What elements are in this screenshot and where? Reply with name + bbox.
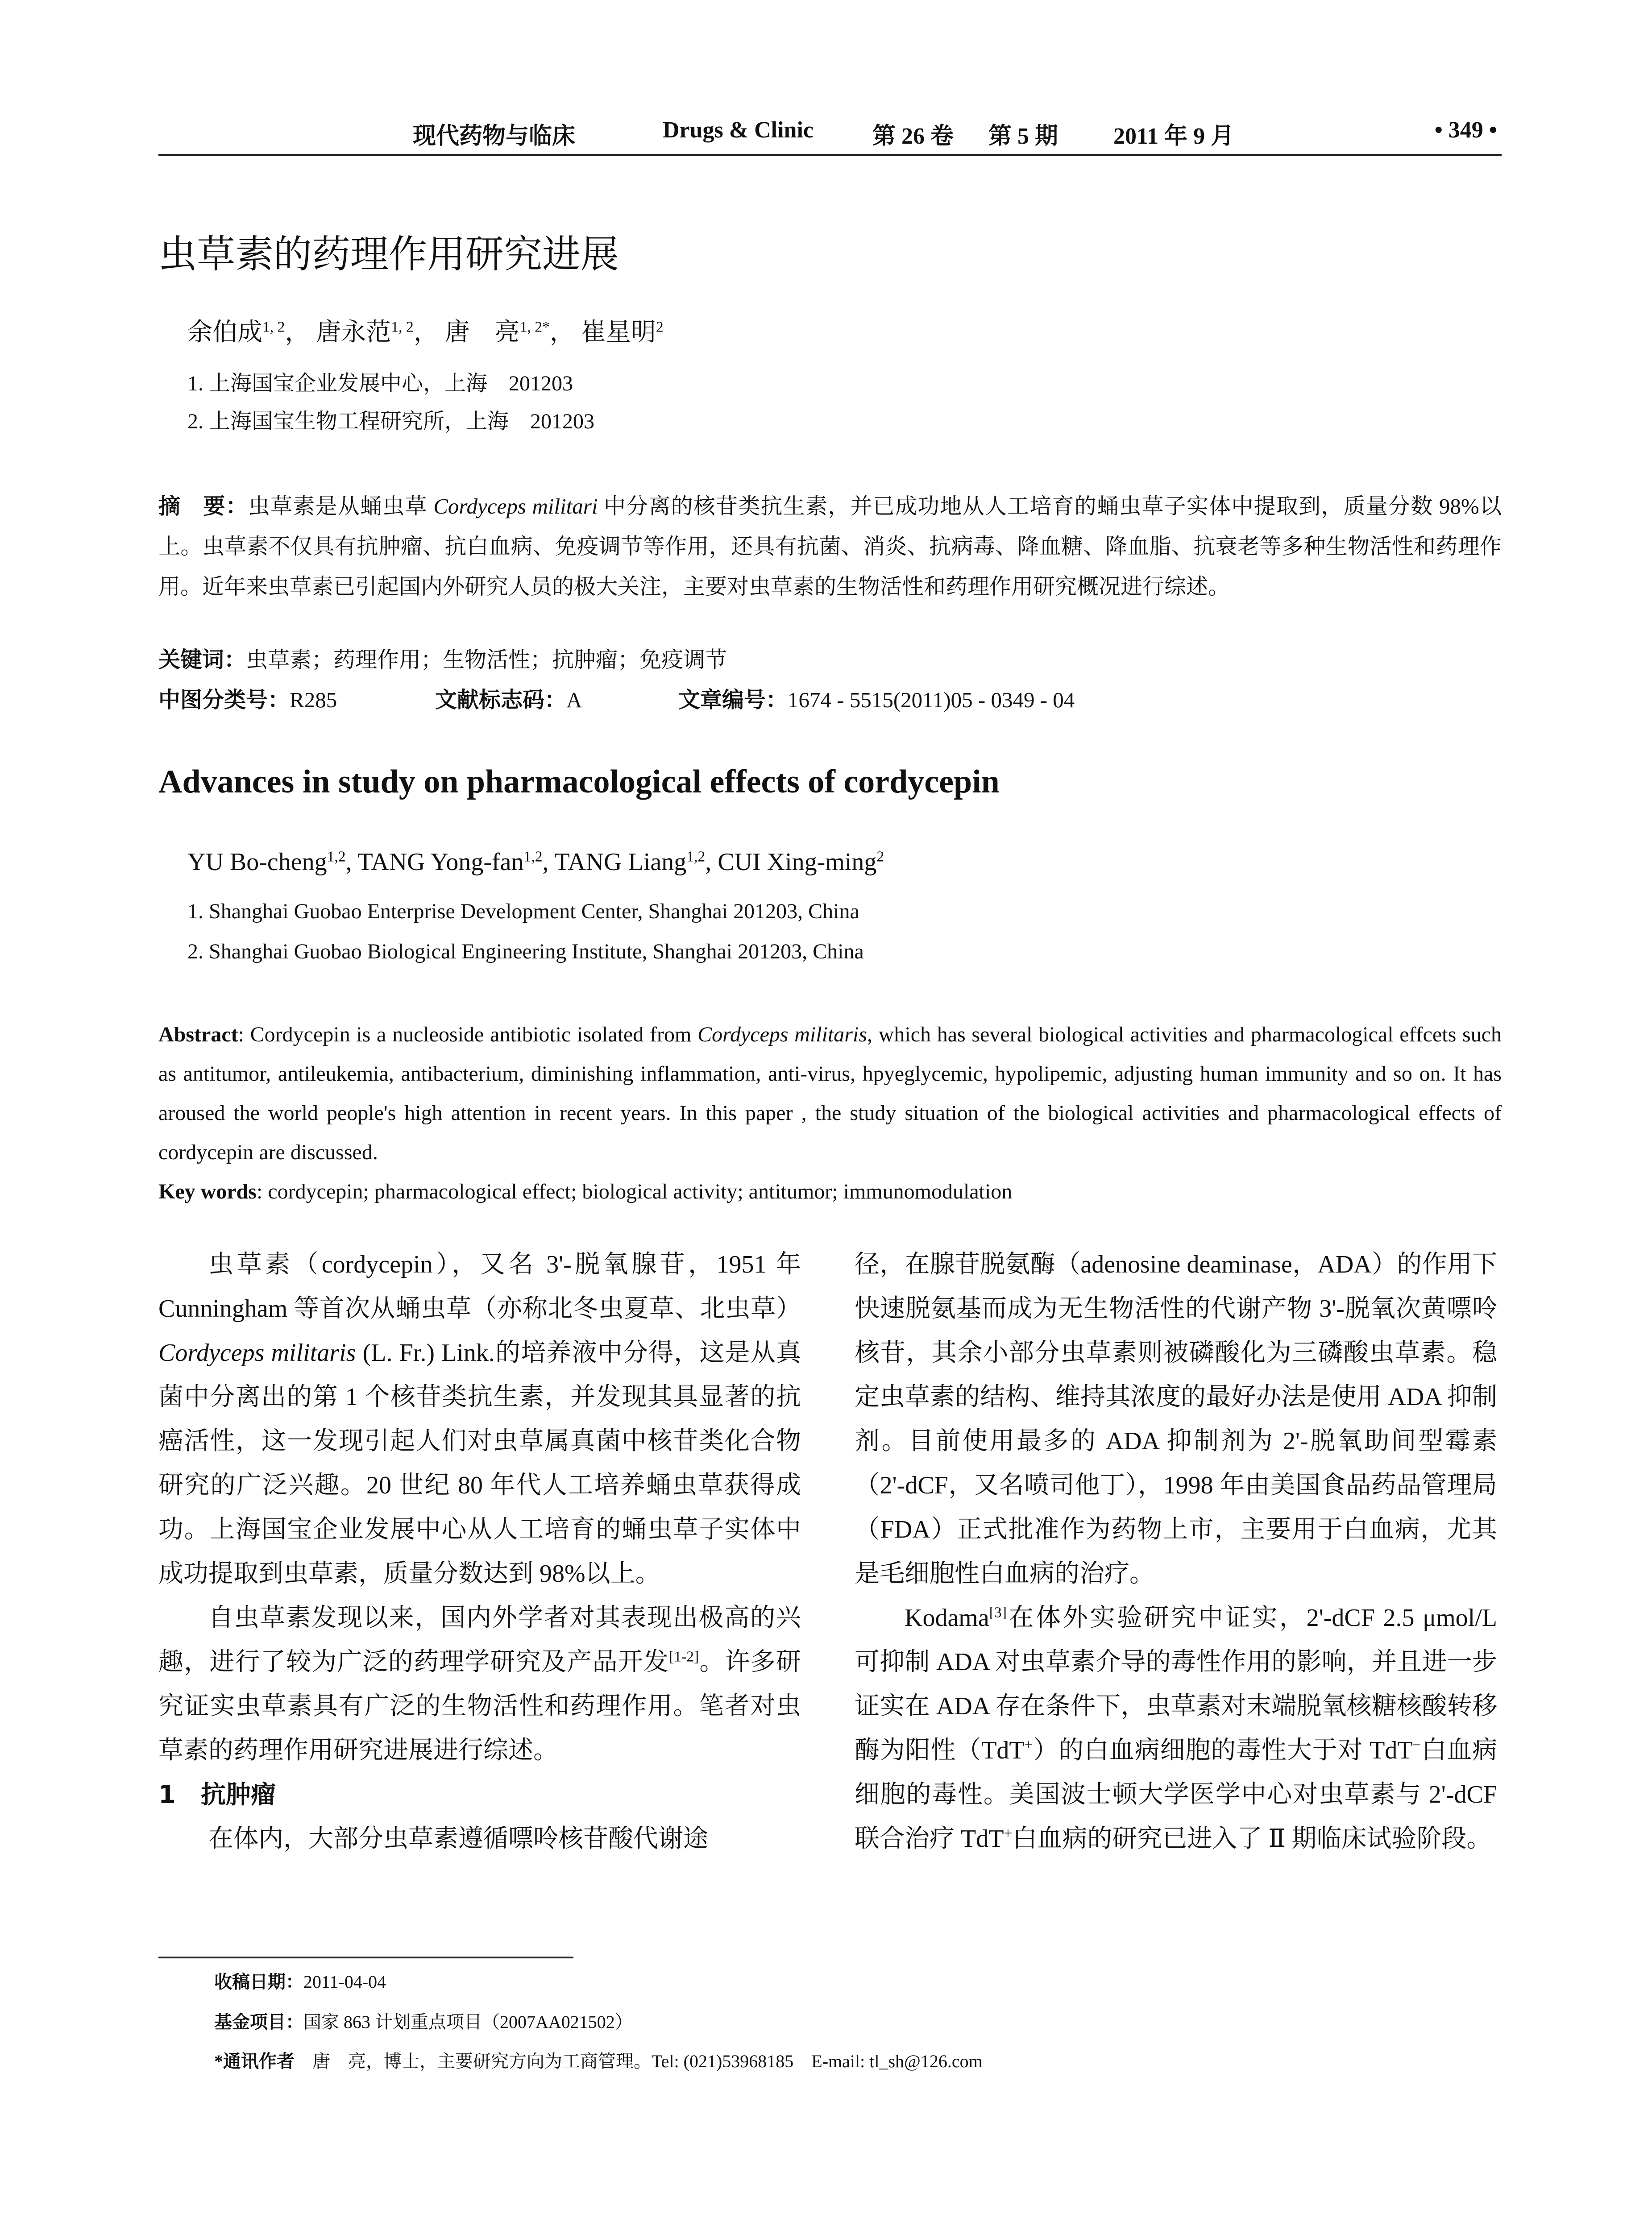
article-number xyxy=(678,683,1075,714)
author-name: YU Bo-cheng xyxy=(187,848,327,876)
volume: 第 26 卷 xyxy=(872,124,954,149)
fund-label: 基金项目： xyxy=(214,2012,303,2032)
clc-value: R285 xyxy=(290,688,337,712)
page-number: • 349 • xyxy=(1434,117,1497,143)
author-affil-mark: 1, 2 xyxy=(262,319,285,336)
issue: 第 5 期 xyxy=(988,124,1058,149)
article-number-value: 1674 - 5515(2011)05 - 0349 - 04 xyxy=(788,688,1075,712)
species-name: Cordyceps militaris xyxy=(697,1023,867,1046)
footnote-received xyxy=(214,1968,386,1993)
body-text: 白血病的研究已进入了 Ⅱ 期临床试验阶段。 xyxy=(1012,1825,1492,1853)
body-text: ）的白血病细胞的毒性大于对 TdT xyxy=(1033,1737,1413,1764)
author-affil-mark: 1,2 xyxy=(327,848,346,865)
author-name: CUI Xing-ming xyxy=(718,848,877,876)
authors-en: YU Bo-cheng$^{1,2}$, TANG Yong-fan$^{1,2}$, TANG Liang$^{1,2}$, CUI Xing-ming$^2$ xyxy=(187,848,884,876)
author-name: 余伯成 xyxy=(187,319,262,346)
author-affil-mark: 1, 2 xyxy=(391,319,414,336)
body-column-right xyxy=(855,1243,1497,1861)
correspondence-text: 唐 亮，博士，主要研究方向为工商管理。Tel: (021)53968185 E-mail: tl_sh@126.com xyxy=(295,2051,983,2071)
footnote-correspondence xyxy=(214,2047,983,2073)
received-label: 收稿日期： xyxy=(214,1972,303,1992)
author-affil-mark: 1,2 xyxy=(686,848,706,865)
affiliation-en-2: 2. Shanghai Guobao Biological Engineering Institute, Shanghai 201203, China xyxy=(187,940,864,963)
abstract-en-text: : Cordycepin is a nucleoside antibiotic isolated from xyxy=(238,1023,698,1046)
species-name: Cordyceps militari xyxy=(433,494,598,518)
body-paragraph xyxy=(855,1596,1497,1861)
article-number-label: 文章编号： xyxy=(678,688,788,712)
author-name: TANG Yong-fan xyxy=(357,848,524,876)
running-header xyxy=(158,117,1502,157)
article-title-en: Advances in study on pharmacological effects of cordycepin xyxy=(158,763,1000,800)
keywords-cn-label: 关键词： xyxy=(158,647,246,672)
section-heading: 1 抗肿瘤 xyxy=(158,1780,276,1809)
author-affil-mark: 1,2 xyxy=(523,848,543,865)
authors-cn: 余伯成$^{1, 2}$， 唐永范$^{1, 2}$， 唐 亮$^{1, 2*}$， 崔星明$^2$ xyxy=(187,319,664,346)
body-column-left xyxy=(158,1243,801,1861)
keywords-en-text: : cordycepin; pharmacological effect; biological activity; antitumor; immunomodulation xyxy=(256,1180,1013,1203)
author-name: TANG Liang xyxy=(554,848,687,876)
abstract-cn-label: 摘 要： xyxy=(158,494,248,518)
footnote-fund xyxy=(214,2008,633,2033)
body-paragraph: 径，在腺苷脱氨酶（adenosine deaminase，ADA）的作用下快速脱氨基而成为无生物活性的代谢产物 3'-脱氧次黄嘌呤核苷，其余小部分虫草素则被磷酸化为三磷酸虫草素。稳定虫草素的结构、维持其浓度的最好办法是使用 ADA 抑制剂。目前使用最多的 ADA 抑制剂为 2'-脱氧助间型霉素（2'-dCF，又名喷司他丁），1998 年由美国食品药品管理局（FDA）正式批准作为药物上市，主要用于白血病，尤其是毛细胞性白血病的治疗。 xyxy=(855,1251,1497,1588)
species-name: Cordyceps militaris xyxy=(158,1339,356,1367)
body-paragraph xyxy=(158,1596,801,1773)
body-text: 自虫草素发现以来，国内外学者对其表现出极高的兴趣，进行了较为广泛的药理学研究及产品开发 xyxy=(158,1604,801,1676)
body-text: 白血病细胞的毒性。美国波士顿大学医学中心对虫草素与 2'-dCF 联合治疗 TdT xyxy=(855,1737,1497,1853)
affiliation-cn-2: 2. 上海国宝生物工程研究所，上海 201203 xyxy=(187,410,595,433)
affiliation-en-1: 1. Shanghai Guobao Enterprise Development Center, Shanghai 201203, China xyxy=(187,900,859,923)
body-text: (L. Fr.) Link.的培养液中分得，这是从真菌中分离出的第 1 个核苷类抗生素，并发现其具显著的抗癌活性，这一发现引起人们对虫草属真菌中核苷类化合物研究的广泛兴趣。20 世纪 80 年代人工培养蛹虫草获得成功。上海国宝企业发展中心从人工培育的蛹虫草子实体中成功提取到虫草素，质量分数达到 98%以上。 xyxy=(158,1339,801,1588)
body-text: 在体外实验研究中证实，2'-dCF 2.5 μmol/L 可抑制 ADA 对虫草素介导的毒性作用的影响，并且进一步证实在 ADA 存在条件下，虫草素对末端脱氧核糖核酸转移酶为阳性（TdT xyxy=(855,1604,1497,1764)
author-name: 唐 亮 xyxy=(444,319,520,346)
abstract-en-text: , which has several biological activities and pharmacological effcets such as antitumor, antileukemia, antibacterium, diminishing inflammation, anti-virus, hpyeglycemic, hypolipemic, adjusting human immunity and so on. It has aroused the world people's high attention in recent years. In this paper , the study situation of the biological activities and pharmacological effects of cordycepin are discussed. xyxy=(158,1023,1502,1164)
abstract-cn-text: 虫草素是从蛹虫草 xyxy=(248,494,434,518)
abstract-en xyxy=(158,1015,1502,1211)
author-name: 崔星明 xyxy=(581,319,656,346)
citation: [1-2] xyxy=(669,1648,699,1665)
author-affil-mark: 2 xyxy=(876,848,884,865)
keywords-cn-text: 虫草素；药理作用；生物活性；抗肿瘤；免疫调节 xyxy=(246,647,727,672)
author-affil-mark: 1, 2* xyxy=(519,319,550,336)
abstract-cn-text: 中分离的核苷类抗生素，并已成功地从人工培育的蛹虫草子实体中提取到，质量分数 98%以上。虫草素不仅具有抗肿瘤、抗白血病、免疫调节等作用，还具有抗菌、消炎、抗病毒、降血糖、降血脂、抗衰老等多种生物活性和药理作用。近年来虫草素已引起国内外研究人员的极大关注，主要对虫草素的生物活性和药理作用研究概况进行综述。 xyxy=(158,494,1502,599)
footnote-rule xyxy=(158,1957,573,1958)
affiliation-cn-1: 1. 上海国宝企业发展中心，上海 201203 xyxy=(187,372,573,395)
author-affil-mark: 2 xyxy=(656,319,664,336)
superscript-sign: + xyxy=(1004,1825,1013,1842)
doc-code-value: A xyxy=(566,688,582,712)
doc-code-label: 文献标志码： xyxy=(435,688,567,712)
header-rule xyxy=(158,154,1502,156)
article-title-cn: 虫草素的药理作用研究进展 xyxy=(158,232,619,277)
classification-line xyxy=(158,683,1502,714)
received-date: 2011-04-04 xyxy=(303,1972,386,1992)
citation: [3] xyxy=(989,1604,1007,1621)
clc-label: 中图分类号： xyxy=(158,688,290,712)
abstract-en-label: Abstract xyxy=(158,1023,238,1046)
keywords-cn xyxy=(158,643,727,674)
keywords-en-label: Key words xyxy=(158,1180,257,1203)
doc-code xyxy=(435,683,582,714)
body-paragraph: 在体内，大部分虫草素遵循嘌呤核苷酸代谢途 xyxy=(208,1825,708,1853)
body-paragraph xyxy=(158,1243,801,1596)
fund-text: 国家 863 计划重点项目（2007AA021502） xyxy=(303,2012,633,2032)
journal-name-cn: 现代药物与临床 xyxy=(413,124,576,149)
superscript-sign: − xyxy=(1412,1737,1421,1754)
abstract-cn xyxy=(158,486,1502,607)
author-name: 唐永范 xyxy=(316,319,391,346)
superscript-sign: + xyxy=(1024,1737,1033,1754)
body-text: 虫草素（cordycepin），又名 3'-脱氧腺苷，1951 年 Cunningham 等首次从蛹虫草（亦称北冬虫夏草、北虫草） xyxy=(158,1251,801,1323)
body-text: Kodama xyxy=(905,1604,989,1632)
correspondence-label: *通讯作者 xyxy=(214,2051,295,2071)
body-text: 。许多研究证实虫草素具有广泛的生物活性和药理作用。笔者对虫草素的药理作用研究进展进行综述。 xyxy=(158,1648,801,1764)
issue-date: 2011 年 9 月 xyxy=(1113,124,1234,149)
journal-name-en: Drugs & Clinic xyxy=(663,117,814,143)
